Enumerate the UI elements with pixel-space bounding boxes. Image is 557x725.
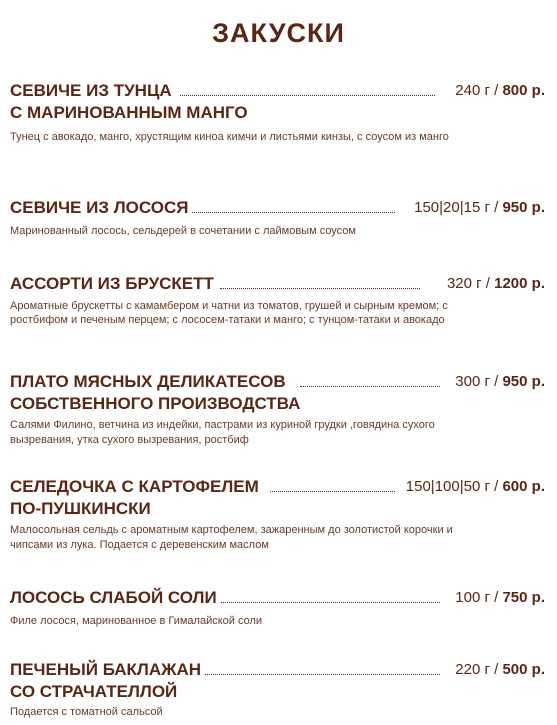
dotted-leader [300,386,440,387]
dish-name: ПЛАТО МЯСНЫХ ДЕЛИКАТЕСОВ [10,371,290,393]
dish-weight: 150|100|50 г [405,478,490,495]
dish-weight: 320 г [446,275,482,292]
menu-item-header [10,476,545,498]
dish-price [451,587,545,609]
menu-item [10,80,545,145]
dish-description: Филе лосося, маринованное в Гималайской соли [10,615,263,627]
dish-name: СЕЛЕДОЧКА С КАРТОФЕЛЕМ [10,476,263,498]
menu-item [10,371,545,448]
menu-item [10,197,545,239]
dotted-leader [190,212,395,213]
price-separator: / [481,275,495,292]
dish-name: ПЕЧЕНЫЙ БАКЛАЖАН [10,659,205,681]
menu-title: ЗАКУСКИ [212,18,345,48]
dish-description: Ароматные брускетты с камамбером и чатни из томатов, грушей и сырным кремом; с ростбифом и печеным перцем; с лососем-татаки и манго; с тунцом-татаки и авокадо [10,300,448,326]
dish-name-line2: СО СТРАЧАТЕЛЛОЙ [10,682,178,701]
menu-item [10,659,545,720]
menu-item [10,587,545,629]
dotted-leader [220,602,440,603]
price-separator: / [489,82,503,99]
dish-cost: 750 р. [502,589,545,606]
dish-description: Салями Филино, ветчина из индейки, пастрами из куриной грудки ,говядина сухого вызревания, утка сухого вызревания, ростбиф [10,419,435,446]
dish-weight: 100 г [455,589,490,606]
dish-price [443,273,545,295]
dish-price [402,476,545,498]
dish-name: ЛОСОСЬ СЛАБОЙ СОЛИ [10,587,221,609]
dish-cost: 600 р. [502,478,545,495]
menu-item-header [10,371,545,393]
menu-item-header [10,197,545,219]
menu-item [10,476,545,553]
dotted-leader [200,674,440,675]
dish-price [451,659,545,681]
price-separator: / [489,199,503,216]
dish-cost: 950 р. [502,199,545,216]
dotted-leader [220,288,420,289]
dish-weight: 220 г [455,661,490,678]
dish-name: АССОРТИ ИЗ БРУСКЕТТ [10,273,218,295]
dish-weight: 300 г [455,373,490,390]
menu-item-header [10,80,545,102]
dish-cost: 800 р. [502,82,545,99]
dish-name-line2: С МАРИНОВАННЫМ МАНГО [10,103,248,122]
dish-weight: 150|20|15 г [414,199,490,216]
dish-price [410,197,545,219]
menu-item [10,273,545,327]
dish-description: Маринованный лосось, сельдерей в сочетании с лаймовым соусом [10,225,356,237]
price-separator: / [489,589,503,606]
dish-name: СЕВИЧЕ ИЗ ЛОСОСЯ [10,197,192,219]
dish-cost: 1200 р. [494,275,545,292]
dotted-leader [180,95,435,96]
menu-item-header [10,273,545,295]
dish-cost: 950 р. [502,373,545,390]
dish-description: Подается с томатной сальсой [10,706,163,718]
dish-weight: 240 г [455,82,490,99]
dish-name: СЕВИЧЕ ИЗ ТУНЦА [10,80,176,102]
dish-price [451,80,545,102]
dish-description: Малосольная сельдь с ароматным картофелем, зажаренным до золотистой корочки и чипсами из лука. Подается с деревенским маслом [10,524,453,551]
dotted-leader [270,491,395,492]
dish-price [451,371,545,393]
price-separator: / [489,661,503,678]
menu-item-header [10,659,545,681]
menu-item-header [10,587,545,609]
dish-name-line2: СОБСТВЕННОГО ПРОИЗВОДСТВА [10,394,301,413]
price-separator: / [489,373,503,390]
dish-description: Тунец с авокадо, манго, хрустящим киноа кимчи и листьями кинзы, с соусом из манго [10,131,449,143]
dish-cost: 500 р. [502,661,545,678]
dish-name-line2: ПО-ПУШКИНСКИ [10,499,151,518]
price-separator: / [489,478,503,495]
